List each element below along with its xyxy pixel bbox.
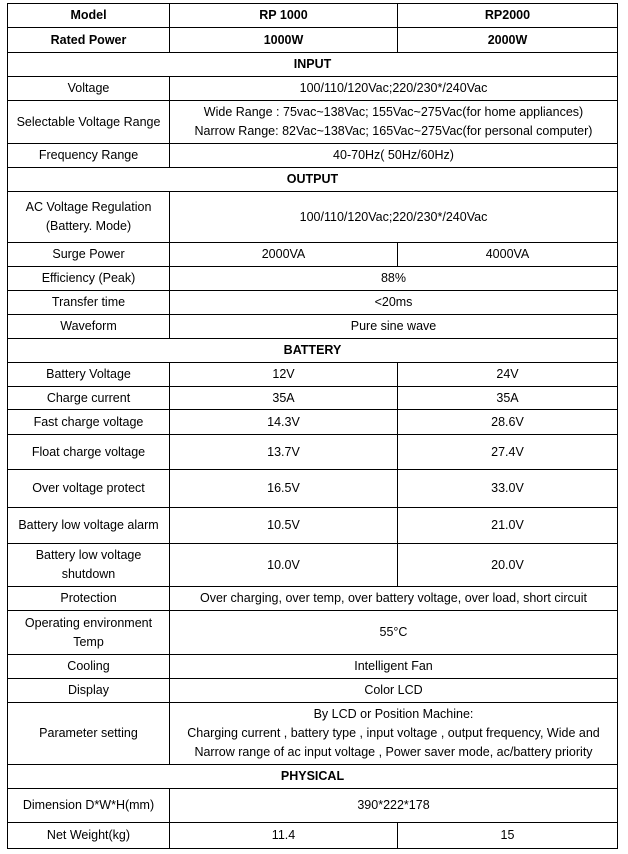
low-voltage-shutdown-label-line2: shutdown [61,567,116,581]
charge-current-rp2000: 35A [398,387,618,410]
operating-temp-label-line2: Temp [73,634,104,649]
low-voltage-shutdown-label [8,544,170,587]
ac-regulation-label [8,192,170,243]
display-row [8,679,618,703]
efficiency-label: Efficiency (Peak) [8,267,170,291]
ac-regulation-value: 100/110/120Vac;220/230*/240Vac [170,192,618,243]
parameter-setting-value [170,703,618,765]
frequency-row [8,144,618,168]
transfer-time-row [8,291,618,315]
frequency-label: Frequency Range [8,144,170,168]
model-rp2000: RP2000 [398,4,618,28]
section-input-title: INPUT [8,53,618,77]
waveform-label: Waveform [8,315,170,339]
ac-regulation-label-line1: AC Voltage Regulation [25,200,152,214]
low-voltage-shutdown-row [8,544,618,587]
over-voltage-rp2000: 33.0V [398,470,618,508]
operating-temp-row [8,611,618,655]
float-charge-rp1000: 13.7V [170,435,398,470]
narrow-range-text: Narrow Range: 82Vac~138Vac; 165Vac~275Vac(for personal computer) [194,124,593,138]
protection-row [8,587,618,611]
parameter-setting-label: Parameter setting [8,703,170,765]
voltage-value: 100/110/120Vac;220/230*/240Vac [170,77,618,101]
net-weight-rp1000: 11.4 [170,823,398,849]
section-input [8,53,618,77]
low-voltage-alarm-row [8,508,618,544]
section-battery [8,339,618,363]
low-voltage-shutdown-label-line1: Battery low voltage [35,548,142,562]
fast-charge-label: Fast charge voltage [8,410,170,435]
low-voltage-alarm-rp2000: 21.0V [398,508,618,544]
voltage-label: Voltage [8,77,170,101]
fast-charge-rp2000: 28.6V [398,410,618,435]
low-voltage-alarm-label: Battery low voltage alarm [8,508,170,544]
selectable-range-value [170,101,618,144]
section-battery-title: BATTERY [8,339,618,363]
section-output [8,168,618,192]
over-voltage-label: Over voltage protect [8,470,170,508]
display-label: Display [8,679,170,703]
surge-power-rp2000: 4000VA [398,243,618,267]
cooling-label: Cooling [8,655,170,679]
dimension-label: Dimension D*W*H(mm) [8,789,170,823]
charge-current-label: Charge current [8,387,170,410]
float-charge-label: Float charge voltage [8,435,170,470]
cooling-value: Intelligent Fan [170,655,618,679]
parameter-setting-line1: By LCD or Position Machine: [313,707,474,721]
model-rp1000: RP 1000 [170,4,398,28]
efficiency-value: 88% [170,267,618,291]
waveform-value: Pure sine wave [170,315,618,339]
over-voltage-rp1000: 16.5V [170,470,398,508]
ac-regulation-label-line2: (Battery. Mode) [45,219,132,233]
low-voltage-shutdown-rp2000: 20.0V [398,544,618,587]
efficiency-row [8,267,618,291]
operating-temp-value: 55°C [170,611,618,655]
battery-voltage-row [8,363,618,387]
net-weight-row [8,823,618,849]
section-output-title: OUTPUT [8,168,618,192]
surge-power-label: Surge Power [8,243,170,267]
net-weight-rp2000: 15 [398,823,618,849]
surge-power-rp1000: 2000VA [170,243,398,267]
net-weight-label: Net Weight(kg) [8,823,170,849]
voltage-row [8,77,618,101]
parameter-setting-row [8,703,618,765]
selectable-range-row [8,101,618,144]
operating-temp-label [8,611,170,655]
charge-current-row [8,387,618,410]
low-voltage-alarm-rp1000: 10.5V [170,508,398,544]
rated-power-row [8,28,618,53]
spec-table [7,3,618,849]
protection-value: Over charging, over temp, over battery voltage, over load, short circuit [170,587,618,611]
operating-temp-label-line1: Operating environment [24,615,153,630]
battery-voltage-rp2000: 24V [398,363,618,387]
charge-current-rp1000: 35A [170,387,398,410]
display-value: Color LCD [170,679,618,703]
selectable-range-label: Selectable Voltage Range [8,101,170,144]
rated-power-rp1000: 1000W [170,28,398,53]
wide-range-text: Wide Range : 75vac~138Vac; 155Vac~275Vac(for home appliances) [203,105,584,119]
dimension-value: 390*222*178 [170,789,618,823]
cooling-row [8,655,618,679]
battery-voltage-rp1000: 12V [170,363,398,387]
rated-power-rp2000: 2000W [398,28,618,53]
transfer-time-value: <20ms [170,291,618,315]
rated-power-label: Rated Power [8,28,170,53]
surge-power-row [8,243,618,267]
waveform-row [8,315,618,339]
float-charge-rp2000: 27.4V [398,435,618,470]
section-physical-title: PHYSICAL [8,765,618,789]
battery-voltage-label: Battery Voltage [8,363,170,387]
protection-label: Protection [8,587,170,611]
section-physical [8,765,618,789]
frequency-value: 40-70Hz( 50Hz/60Hz) [170,144,618,168]
transfer-time-label: Transfer time [8,291,170,315]
fast-charge-row [8,410,618,435]
model-label: Model [8,4,170,28]
parameter-setting-line3: Narrow range of ac input voltage , Power saver mode, ac/battery priority [194,745,593,759]
parameter-setting-line2: Charging current , battery type , input voltage , output frequency, Wide and [187,726,600,740]
ac-regulation-row [8,192,618,243]
over-voltage-row [8,470,618,508]
fast-charge-rp1000: 14.3V [170,410,398,435]
float-charge-row [8,435,618,470]
dimension-row [8,789,618,823]
model-row [8,4,618,28]
low-voltage-shutdown-rp1000: 10.0V [170,544,398,587]
